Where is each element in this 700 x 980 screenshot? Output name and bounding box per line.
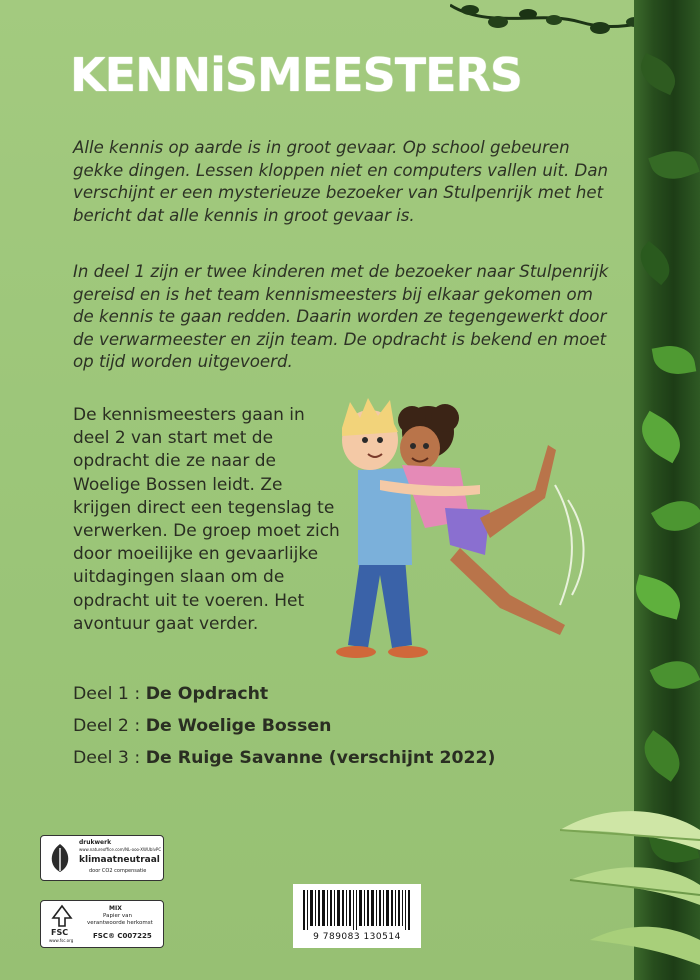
fsc-url: www.fsc.org [49,938,74,943]
fsc-code: FSC® C007225 [93,932,152,940]
badge-url: www.natureoffice.com/NL-ooo-XWUblvPC [79,847,162,852]
series-list [73,678,543,774]
leaf-decoration [635,730,689,781]
fsc-logo-text: FSC [51,928,69,937]
leaf-decoration [651,491,700,541]
intro-paragraph-2: In deel 1 zijn er twee kinderen met de bezoeker naar Stulpenrijk gereisd en is het team kennismeesters bij elkaar gekomen om de kennis te gaan redden. Daarin worden ze tegengewerkt door de verwarmeester en zijn team. De opdracht is bekend en moet op tijd worden uitgevoerd. [73,262,609,371]
part-label: Deel 1 : [73,684,141,704]
part-label: Deel 3 : [73,748,141,768]
leaf-decoration [650,653,700,698]
part-label: Deel 2 : [73,716,141,736]
climate-neutral-badge [40,835,164,881]
leaf-icon [45,842,75,874]
leaf-decoration [648,143,700,186]
fsc-line-1: Papier van [103,913,132,919]
badge-top-text: drukwerk [79,839,112,846]
fsc-badge [40,900,164,948]
leaf-decoration [632,241,678,285]
leaf-decoration [652,342,697,378]
intro-paragraph-1: Alle kennis op aarde is in groot gevaar. Op school gebeuren gekke dingen. Lessen kloppen niet en computers vallen uit. Dan verschijnt er een mysterieuze bezoeker van Stulpenrijk met het bericht dat alle kennis in groot gevaar is. [73,138,609,225]
fsc-tree-icon [49,904,75,928]
fsc-line-2: verantwoorde herkomst [87,920,153,926]
part-title: De Ruige Savanne (verschijnt 2022) [145,748,496,768]
leaf-decoration [630,574,685,619]
book-series-title: KENNiSMEESTERS [70,48,523,102]
series-part-1 [73,678,543,710]
series-part-3 [73,742,543,774]
children-illustration [320,390,600,680]
leaf-decoration [633,411,690,463]
series-part-2 [73,710,543,742]
story-paragraph: De kennismeesters gaan in deel 2 van start met de opdracht die ze naar de Woelige Bossen leidt. Ze krijgen direct een tegenslag te verwerken. De groep moet zich door moeilijke en gevaarlijke uitdagingen slaan om de opdracht uit te voeren. Het avontuur gaat verder. [73,405,340,634]
barcode-bars [303,890,411,930]
part-title: De Opdracht [145,684,269,704]
isbn-number: 9 789083 130514 [313,932,401,942]
badge-sub-text: door CO2 compensatie [89,868,147,874]
badge-main-text: klimaatneutraal [79,855,160,865]
palm-leaf-decoration [560,790,700,980]
fsc-mix: MIX [109,905,122,912]
isbn-barcode [293,884,421,948]
part-title: De Woelige Bossen [145,716,332,736]
leaf-decoration [634,53,682,95]
